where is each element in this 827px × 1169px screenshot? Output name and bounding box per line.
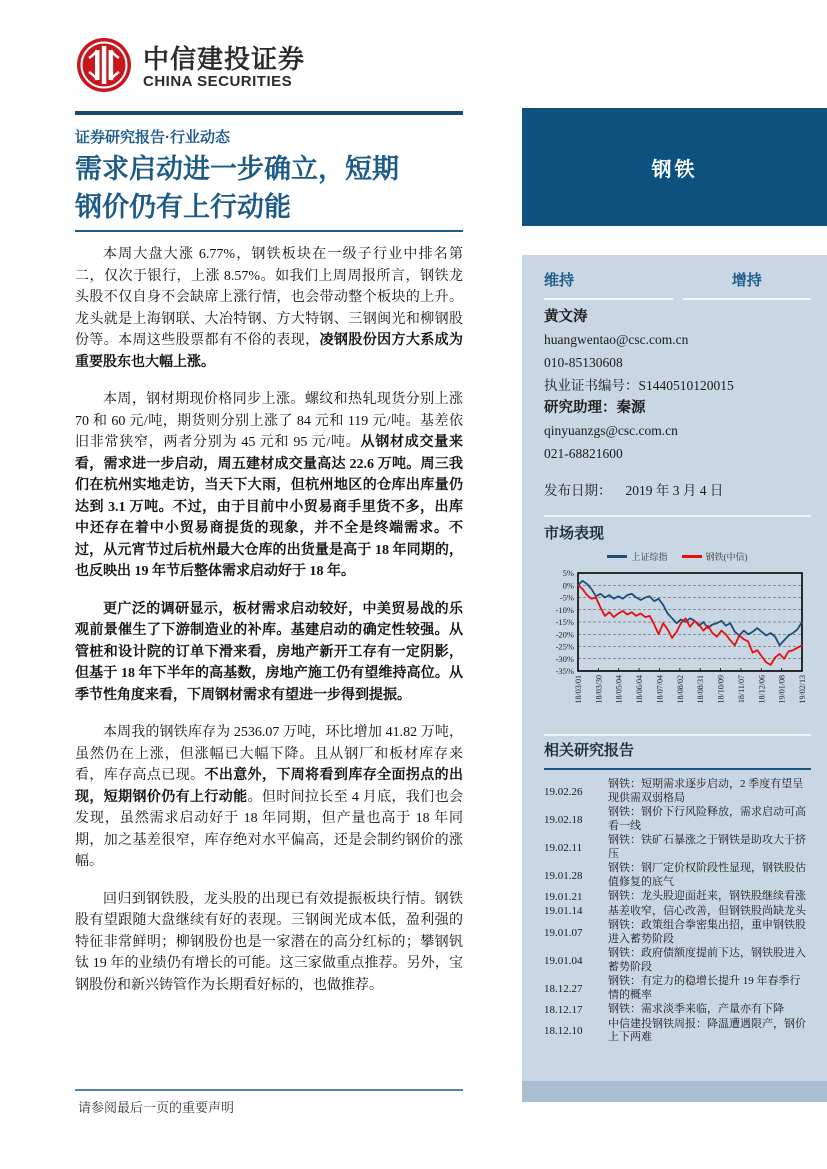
publish-date-row	[544, 481, 811, 501]
svg-text:18/03/30: 18/03/30	[594, 675, 604, 704]
report-date: 18.12.27	[544, 982, 583, 995]
report-row	[544, 778, 811, 805]
report-row	[544, 1003, 811, 1017]
svg-text:18/05/04: 18/05/04	[614, 675, 624, 704]
footer-divider	[75, 1089, 463, 1091]
steel-line-swatch-icon	[682, 555, 702, 558]
report-date: 18.12.10	[544, 1025, 583, 1037]
rating-status: 维持	[544, 269, 673, 300]
assistant-email: qinyuanzgs@csc.com.cn	[544, 423, 678, 438]
analyst-block	[544, 306, 811, 465]
svg-text:18/06/04: 18/06/04	[635, 675, 645, 704]
footer-disclaimer: 请参阅最后一页的重要声明	[78, 1100, 235, 1115]
report-row	[544, 919, 811, 946]
legend-label-steel: 钢铁(中信)	[705, 551, 748, 562]
report-date: 19.01.14	[544, 905, 583, 918]
brand-name-en: CHINA SECURITIES	[143, 73, 293, 91]
report-date: 19.02.11	[544, 841, 583, 854]
report-title-text: 钢铁：有定力的稳增长提升 19 年春季行情的概率	[608, 975, 801, 1001]
report-title-text: 钢铁：需求淡季来临，产量亦有下降	[608, 1003, 784, 1015]
report-date: 18.12.17	[544, 1003, 583, 1016]
svg-text:18/07/04: 18/07/04	[655, 675, 665, 704]
report-row	[544, 947, 811, 974]
svg-text:18/11/07: 18/11/07	[736, 675, 746, 704]
brand-name-cn: 中信建投证券	[143, 43, 306, 74]
sidebar-footer-band	[522, 1081, 827, 1102]
report-title-text: 钢铁：钢厂定价权阶段性显现，钢铁股估值修复的底气	[608, 862, 806, 888]
report-row	[544, 806, 811, 833]
related-reports-heading: 相关研究报告	[544, 742, 635, 759]
report-title-line2: 钢价仍有上行动能	[75, 192, 291, 222]
body-paragraph: 本周，钢材期现价格同步上涨。螺纹和热轧现货分别上涨 70 和 60 元/吨，期货则分别上涨了 84 元和 119 元/吨。基差依旧非常狭窄，两者分别为 45 元和 95 元/吨。从钢材成交量来看，需求进一步启动，周五建材成交量高达 22.6 万吨。周三我们在杭州实地走访，当天下大雨，但杭州地区的仓库出库量仍达到 3.1 万吨。不过，由于目前中小贸易商手里货不多，出库中还存在着中小贸易商提货的现象，并不全是终端需求。不过，从元宵节过后杭州最大仓库的出货量是高于 18 年同期的，也反映出 19 年节后整体需求启动好于 18 年。	[75, 392, 463, 579]
report-title-text: 基差收窄，信心改善，但钢铁股尚缺龙头	[608, 904, 806, 917]
section-divider	[544, 734, 811, 736]
legend-item-sse	[607, 550, 667, 563]
publish-date-value: 2019 年 3 月 4 日	[625, 483, 724, 498]
report-date: 19.01.28	[544, 869, 583, 882]
report-row	[544, 975, 811, 1002]
report-title-text: 钢铁：政府债额度提前下达，钢铁股进入蓄势阶段	[608, 947, 806, 973]
sidebar-panel	[522, 255, 827, 1081]
sse-line-swatch-icon	[607, 555, 627, 558]
report-title-text: 钢铁：短期需求逐步启动，2 季度有望呈现供需双弱格局	[608, 778, 804, 804]
rating-row	[544, 269, 811, 300]
report-date: 19.01.21	[544, 890, 583, 903]
rating-value: 增持	[683, 269, 812, 300]
svg-text:0%: 0%	[562, 580, 574, 591]
report-title-text: 中信建投钢铁周报：降温遭遇限产，钢价上下两难	[608, 1017, 806, 1043]
report-row	[544, 834, 811, 861]
related-reports-divider	[544, 768, 811, 770]
brand-names	[143, 45, 305, 91]
main-column	[75, 0, 463, 1012]
analyst-name: 黄文涛	[544, 309, 588, 325]
svg-text:18/08/02: 18/08/02	[675, 675, 685, 704]
report-date: 19.02.18	[544, 813, 583, 826]
svg-text:18/12/06: 18/12/06	[757, 675, 767, 704]
market-performance-chart	[544, 565, 811, 728]
section-divider	[544, 515, 811, 517]
analyst-phone: 010-85130608	[544, 355, 623, 370]
svg-text:-15%: -15%	[555, 617, 574, 627]
svg-text:-35%: -35%	[555, 666, 574, 676]
analyst-license: 执业证书编号：S1440510120015	[544, 378, 734, 393]
industry-name: 钢铁	[651, 158, 698, 181]
publish-date-label: 发布日期：	[544, 483, 612, 498]
report-title-text: 钢铁：政策组合拳密集出招，重申钢铁股进入蓄势阶段	[608, 919, 806, 945]
report-row	[544, 862, 811, 889]
assistant-phone: 021-68821600	[544, 446, 623, 461]
svg-text:18/08/31: 18/08/31	[696, 675, 706, 704]
chart-legend	[544, 549, 811, 563]
body-paragraph: 更广泛的调研显示，板材需求启动较好，中美贸易战的乐观前景催生了下游制造业的补库。基建启动的确定性较强。从管桩和设计院的订单下滑来看，房地产新开工存有一定阴影，但基于 18 年下半年的高基数，房地产施工仍有望维持高位。从季节性角度来看，下周钢材需求有望进一步得到提振。	[75, 601, 463, 703]
report-date: 19.01.07	[544, 926, 583, 939]
report-row	[544, 905, 811, 919]
citic-logo-icon	[75, 36, 133, 99]
report-title-text: 钢铁：龙头股迎面赶来，钢铁股继续看涨	[608, 890, 806, 902]
header-divider	[75, 111, 463, 115]
svg-text:-30%: -30%	[555, 653, 574, 664]
report-title-text: 钢铁：钢价下行风险释放，需求启动可高看一线	[608, 806, 806, 832]
industry-badge	[522, 108, 827, 226]
svg-text:-20%: -20%	[555, 629, 574, 640]
assistant-title: 研究助理：秦源	[544, 400, 646, 416]
svg-text:-25%: -25%	[555, 641, 574, 652]
body-paragraph: 本周我的钢铁库存为 2536.07 万吨，环比增加 41.82 万吨，虽然仍在上涨，但涨幅已大幅下降。且从钢厂和板材库存来看，库存高点已现。不出意外，下周将看到库存全面拐点的出现，短期钢价仍有上行动能。但时间拉长至 4 月底，我们也会发现，虽然需求启动好于 18 年同期，但产量也高于 18 年同期，加之基差很窄，库存绝对水平偏高，还是会制约钢价的涨幅。	[75, 725, 464, 869]
svg-text:18/10/09: 18/10/09	[716, 675, 726, 704]
body-paragraph: 本周大盘大涨 6.77%，钢铁板块在一级子行业中排名第二，仅次于银行，上涨 8.57%。如我们上周周报所言，钢铁龙头股不仅自身不会缺席上涨行情，也会带动整个板块的上升。龙头就是上海钢联、大冶特钢、方大特钢、三钢闽光和柳钢股份等。本周这些股票都有不俗的表现，凌钢股份因方大系成为重要股东也大幅上涨。	[75, 247, 464, 370]
report-row	[544, 890, 811, 904]
market-performance-heading: 市场表现	[544, 525, 605, 542]
related-reports-list	[544, 778, 811, 1045]
analyst-email: huangwentao@csc.com.cn	[544, 332, 689, 347]
report-row	[544, 1018, 811, 1045]
svg-text:19/01/08: 19/01/08	[777, 675, 787, 704]
brand-header	[75, 36, 463, 99]
svg-text:19/02/13: 19/02/13	[798, 675, 807, 704]
svg-text:5%: 5%	[562, 568, 574, 578]
svg-text:-5%: -5%	[559, 592, 574, 603]
body-paragraph: 回归到钢铁股，龙头股的出现已有效提振板块行情。钢铁股有望跟随大盘继续有好的表现。三钢闽光成本低，盈利强的特征非常鲜明；柳钢股份也是一家潜在的高分红标的；攀钢钒钛 19 年的业绩仍有增长的可能。这三家做重点推荐。另外，宝钢股份和新兴铸管作为长期看好标的，也做推荐。	[75, 891, 463, 993]
legend-item-steel	[682, 550, 748, 563]
report-body	[75, 244, 463, 996]
svg-text:18/03/01: 18/03/01	[574, 675, 583, 704]
report-date: 19.02.26	[544, 785, 583, 798]
report-title-text: 钢铁：铁矿石暴涨之于钢铁是助攻大于挤压	[608, 834, 806, 860]
report-kicker: 证券研究报告·行业动态	[75, 129, 230, 146]
report-title-line1: 需求启动进一步确立，短期	[75, 154, 399, 184]
svg-text:-10%: -10%	[555, 604, 574, 615]
report-date: 19.01.04	[544, 954, 583, 967]
legend-label-sse: 上证综指	[631, 551, 668, 562]
report-title	[75, 150, 463, 232]
